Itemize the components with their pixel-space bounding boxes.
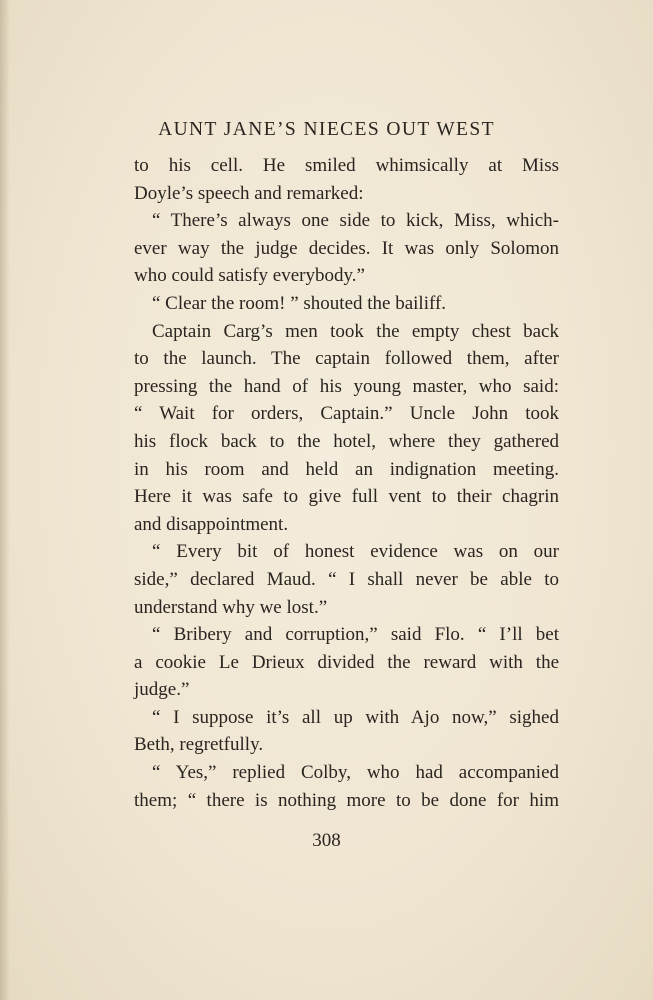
running-head: AUNT JANE’S NIECES OUT WEST [158,119,495,140]
text-line: to the launch. The captain followed them, after [134,348,559,370]
text-line: Here it was safe to give full vent to their chagrin [134,486,559,508]
text-line: in his room and held an indignation meeting. [134,458,559,480]
text-line: Captain Carg’s men took the empty chest back [152,320,559,342]
text-line: “ I suppose it’s all up with Ajo now,” sighed [152,706,559,728]
text-line: his flock back to the hotel, where they gathered [134,430,559,452]
text-line: “ Bribery and corruption,” said Flo. “ I’ll bet [152,624,559,646]
text-line: who could satisfy everybody.” [134,265,365,287]
text-line: judge.” [134,679,190,701]
text-line: a cookie Le Drieux divided the reward with the [134,651,559,673]
text-line: ever way the judge decides. It was only Solomon [134,237,559,259]
page-number: 308 [312,830,341,851]
text-line: to his cell. He smiled whimsically at Miss [134,155,559,176]
text-line: them; “ there is nothing more to be done for him [134,789,559,811]
text-line: “ Clear the room! ” shouted the bailiff. [152,292,447,314]
text-line: pressing the hand of his young master, who said: [134,375,559,397]
text-line: “ There’s always one side to kick, Miss, which- [152,210,559,232]
text-line: “ Every bit of honest evidence was on our [152,541,559,563]
text-line: Beth, regretfully. [134,734,264,756]
text-line: understand why we lost.” [134,596,328,618]
text-line: “ Wait for orders, Captain.” Uncle John took [134,403,559,425]
text-line: and disappointment. [134,513,289,535]
text-line: “ Yes,” replied Colby, who had accompanied [152,762,559,784]
text-line: Doyle’s speech and remarked: [134,182,364,204]
body-text [134,152,559,814]
text-line: side,” declared Maud. “ I shall never be able to [134,568,559,590]
